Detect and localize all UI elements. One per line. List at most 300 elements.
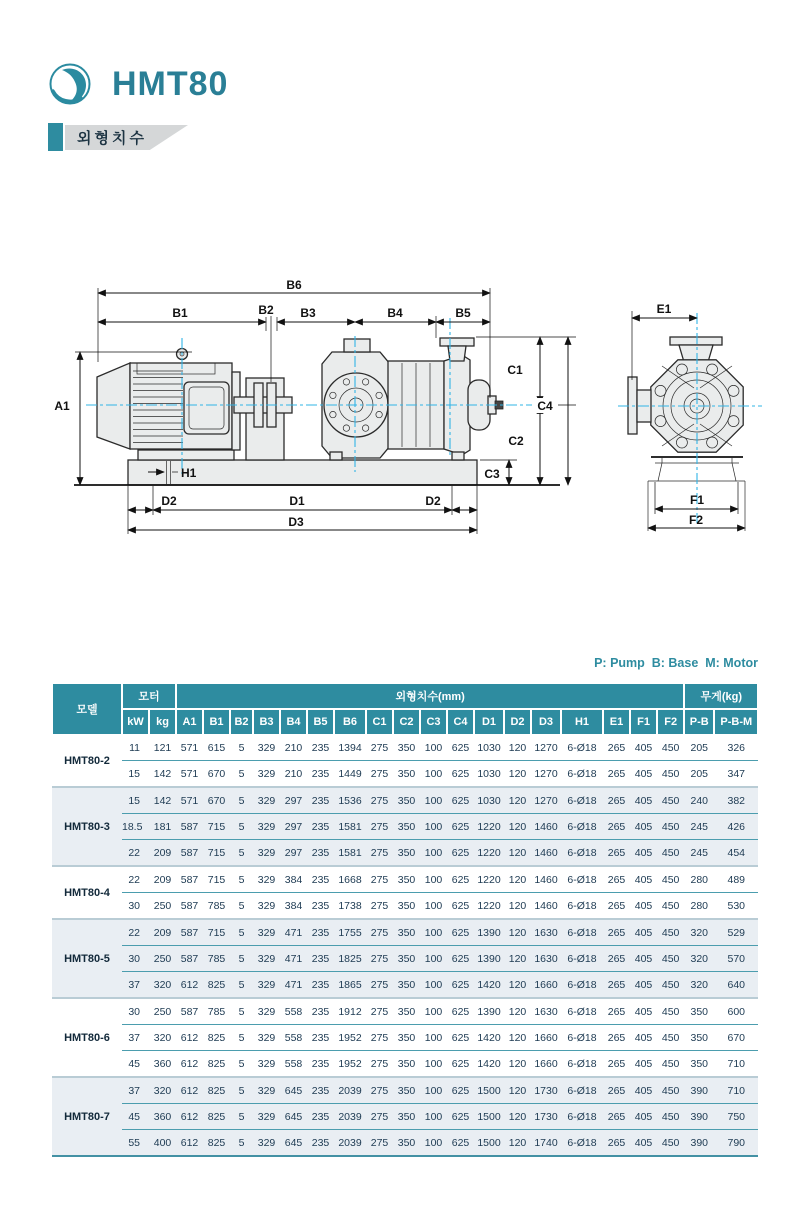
value-cell: 100 — [420, 945, 447, 971]
value-cell: 1449 — [334, 760, 366, 786]
value-cell: 625 — [447, 1076, 474, 1103]
value-cell: 235 — [307, 1129, 334, 1157]
value-cell: 235 — [307, 865, 334, 892]
model-cell: HMT80-6 — [52, 997, 122, 1076]
value-cell: 350 — [684, 1024, 714, 1050]
model-cell: HMT80-4 — [52, 865, 122, 918]
dim-label-b4: B4 — [387, 306, 403, 320]
value-cell: 350 — [393, 786, 420, 813]
value-cell: 235 — [307, 1050, 334, 1076]
value-cell: 142 — [149, 786, 176, 813]
value-cell: 5 — [230, 839, 253, 865]
value-cell: 625 — [447, 839, 474, 865]
value-cell: 710 — [714, 1076, 758, 1103]
value-cell: 645 — [280, 1129, 307, 1157]
value-cell: 320 — [149, 1024, 176, 1050]
value-cell: 1420 — [474, 971, 504, 997]
banner-accent-bar — [48, 123, 63, 151]
value-cell: 670 — [203, 760, 230, 786]
dim-label-d1: D1 — [289, 494, 305, 508]
value-cell: 670 — [203, 786, 230, 813]
value-cell: 22 — [122, 865, 149, 892]
value-cell: 1630 — [531, 918, 561, 945]
value-cell: 1220 — [474, 839, 504, 865]
value-cell: 1220 — [474, 865, 504, 892]
value-cell: 405 — [630, 1103, 657, 1129]
value-cell: 265 — [603, 839, 630, 865]
value-cell: 625 — [447, 1129, 474, 1157]
value-cell: 571 — [176, 760, 203, 786]
value-cell: 640 — [714, 971, 758, 997]
section-banner — [48, 123, 208, 151]
value-cell: 37 — [122, 1076, 149, 1103]
value-cell: 250 — [149, 892, 176, 918]
value-cell: 1536 — [334, 786, 366, 813]
value-cell: 1270 — [531, 760, 561, 786]
value-cell: 471 — [280, 945, 307, 971]
value-cell: 100 — [420, 1076, 447, 1103]
value-cell: 100 — [420, 918, 447, 945]
value-cell: 360 — [149, 1103, 176, 1129]
value-cell: 329 — [253, 813, 280, 839]
value-cell: 1030 — [474, 760, 504, 786]
sub-col-header: B5 — [307, 709, 334, 735]
value-cell: 670 — [714, 1024, 758, 1050]
value-cell: 6-Ø18 — [561, 892, 603, 918]
value-cell: 1270 — [531, 786, 561, 813]
value-cell: 405 — [634, 741, 653, 754]
value-cell: 390 — [684, 1076, 714, 1103]
value-cell: 5 — [230, 945, 253, 971]
value-cell: 405 — [630, 1050, 657, 1076]
value-cell: 645 — [280, 1076, 307, 1103]
sub-col-header: B2 — [230, 709, 253, 735]
value-cell: 15 — [122, 760, 149, 786]
value-cell: 265 — [603, 945, 630, 971]
sub-col-header: D1 — [474, 709, 504, 735]
front-top-flange — [670, 337, 722, 345]
value-cell: 450 — [657, 1103, 684, 1129]
value-cell: 350 — [393, 865, 420, 892]
value-cell: 329 — [253, 839, 280, 865]
value-cell: 235 — [307, 892, 334, 918]
value-cell: 1630 — [531, 945, 561, 971]
value-cell: 120 — [504, 997, 531, 1024]
value-cell: 235 — [307, 839, 334, 865]
value-cell: 5 — [230, 1103, 253, 1129]
sub-col-header: C2 — [393, 709, 420, 735]
value-cell: 265 — [603, 1129, 630, 1157]
value-cell: 1220 — [474, 892, 504, 918]
dim-label-c4: C4 — [537, 399, 553, 413]
value-cell: 1630 — [531, 997, 561, 1024]
value-cell: 405 — [630, 865, 657, 892]
value-cell: 120 — [504, 1050, 531, 1076]
value-cell: 297 — [280, 786, 307, 813]
value-cell: 209 — [149, 918, 176, 945]
legend-note: P: Pump B: Base M: Motor — [594, 656, 758, 670]
value-cell: 5 — [230, 918, 253, 945]
value-cell: 235 — [307, 1076, 334, 1103]
dim-label-c3: C3 — [484, 467, 500, 481]
value-cell: 350 — [397, 741, 416, 754]
value-cell: 1825 — [334, 945, 366, 971]
table-row — [52, 786, 758, 813]
value-cell: 450 — [657, 786, 684, 813]
value-cell: 558 — [280, 1050, 307, 1076]
value-cell: 350 — [684, 1050, 714, 1076]
value-cell: 625 — [447, 1050, 474, 1076]
value-cell: 825 — [203, 1076, 230, 1103]
table-row — [52, 735, 758, 760]
value-cell: 350 — [393, 760, 420, 786]
value-cell: 5 — [230, 997, 253, 1024]
value-cell: 1581 — [334, 839, 366, 865]
value-cell: 612 — [176, 1103, 203, 1129]
value-cell: 350 — [393, 1129, 420, 1157]
value-cell: 275 — [370, 741, 389, 754]
value-cell: 329 — [253, 997, 280, 1024]
value-cell: 329 — [253, 865, 280, 892]
value-cell: 120 — [504, 945, 531, 971]
value-cell: 360 — [149, 1050, 176, 1076]
value-cell: 265 — [603, 918, 630, 945]
value-cell: 350 — [393, 839, 420, 865]
value-cell: 45 — [122, 1103, 149, 1129]
sub-col-header: B1 — [203, 709, 230, 735]
value-cell: 405 — [630, 760, 657, 786]
value-cell: 275 — [366, 997, 393, 1024]
value-cell: 571 — [176, 786, 203, 813]
side-view — [97, 338, 503, 485]
value-cell: 2039 — [334, 1103, 366, 1129]
value-cell: 22 — [122, 918, 149, 945]
value-cell: 405 — [630, 813, 657, 839]
dim-label-a1: A1 — [54, 399, 70, 413]
value-cell: 1220 — [474, 813, 504, 839]
value-cell: 2039 — [334, 1129, 366, 1157]
value-cell: 350 — [393, 1076, 420, 1103]
value-cell: 329 — [253, 1103, 280, 1129]
value-cell: 120 — [504, 839, 531, 865]
value-cell: 120 — [504, 1103, 531, 1129]
value-cell: 275 — [366, 1024, 393, 1050]
value-cell: 1460 — [531, 839, 561, 865]
value-cell: 100 — [420, 997, 447, 1024]
value-cell: 250 — [149, 997, 176, 1024]
col-header-weight: 무게(kg) — [684, 683, 758, 709]
value-cell: 320 — [149, 1076, 176, 1103]
sub-col-header: B3 — [253, 709, 280, 735]
value-cell: 587 — [176, 839, 203, 865]
brand-header — [48, 62, 228, 106]
value-cell: 450 — [657, 760, 684, 786]
value-cell: 265 — [603, 1103, 630, 1129]
value-cell: 6-Ø18 — [561, 1076, 603, 1103]
dim-label-b2: B2 — [258, 303, 274, 317]
value-cell: 384 — [280, 892, 307, 918]
table-row — [52, 1076, 758, 1103]
value-cell: 275 — [366, 1076, 393, 1103]
terminal-box — [184, 382, 229, 434]
value-cell: 6-Ø18 — [561, 945, 603, 971]
value-cell: 100 — [420, 892, 447, 918]
model-cell: HMT80-5 — [52, 918, 122, 997]
value-cell: 329 — [253, 1129, 280, 1157]
value-cell: 235 — [307, 813, 334, 839]
value-cell: 587 — [176, 813, 203, 839]
table-row — [52, 1050, 758, 1076]
value-cell: 625 — [447, 813, 474, 839]
value-cell: 587 — [176, 997, 203, 1024]
model-cell: HMT80-7 — [52, 1076, 122, 1157]
value-cell: 235 — [307, 1024, 334, 1050]
value-cell: 6-Ø18 — [567, 741, 597, 754]
value-cell: 100 — [420, 813, 447, 839]
value-cell: 329 — [253, 1050, 280, 1076]
value-cell: 450 — [657, 1024, 684, 1050]
value-cell: 250 — [149, 945, 176, 971]
value-cell: 245 — [684, 813, 714, 839]
value-cell: 1420 — [474, 1050, 504, 1076]
model-cell: HMT80-3 — [52, 786, 122, 865]
table-row — [52, 1129, 758, 1157]
value-cell: 120 — [504, 971, 531, 997]
value-cell: 1660 — [531, 971, 561, 997]
value-cell: 120 — [504, 892, 531, 918]
value-cell: 235 — [307, 945, 334, 971]
value-cell: 450 — [657, 1050, 684, 1076]
value-cell: 329 — [253, 892, 280, 918]
value-cell: 347 — [714, 760, 758, 786]
sub-col-header: F2 — [657, 709, 684, 735]
table-row — [52, 1024, 758, 1050]
value-cell: 587 — [176, 945, 203, 971]
value-cell: 625 — [447, 1103, 474, 1129]
value-cell: 265 — [607, 741, 626, 754]
value-cell: 405 — [630, 1129, 657, 1157]
value-cell: 625 — [447, 760, 474, 786]
value-cell: 265 — [603, 786, 630, 813]
value-cell: 329 — [253, 760, 280, 786]
sub-col-header: H1 — [561, 709, 603, 735]
value-cell: 1030 — [477, 741, 501, 754]
value-cell: 450 — [657, 892, 684, 918]
value-cell: 320 — [684, 945, 714, 971]
value-cell: 825 — [203, 1103, 230, 1129]
value-cell: 275 — [366, 1129, 393, 1157]
value-cell: 1420 — [474, 1024, 504, 1050]
value-cell: 645 — [280, 1103, 307, 1129]
value-cell: 612 — [176, 1050, 203, 1076]
motor-fan-cover — [97, 363, 130, 449]
value-cell: 5 — [230, 1024, 253, 1050]
value-cell: 120 — [504, 918, 531, 945]
page-title: HMT80 — [112, 65, 229, 103]
value-cell: 1952 — [334, 1024, 366, 1050]
value-cell: 6-Ø18 — [561, 997, 603, 1024]
value-cell: 625 — [447, 971, 474, 997]
table-row — [52, 971, 758, 997]
value-cell: 240 — [684, 786, 714, 813]
value-cell: 6-Ø18 — [561, 865, 603, 892]
value-cell: 326 — [727, 741, 746, 754]
value-cell: 825 — [203, 1129, 230, 1157]
dim-label-e1: E1 — [656, 302, 672, 316]
value-cell: 612 — [176, 1129, 203, 1157]
value-cell: 350 — [393, 971, 420, 997]
value-cell: 265 — [603, 1050, 630, 1076]
value-cell: 235 — [307, 1103, 334, 1129]
value-cell: 454 — [714, 839, 758, 865]
value-cell: 450 — [657, 1076, 684, 1103]
value-cell: 1660 — [531, 1024, 561, 1050]
value-cell: 471 — [280, 918, 307, 945]
value-cell: 6-Ø18 — [561, 1103, 603, 1129]
value-cell: 625 — [447, 945, 474, 971]
value-cell: 6-Ø18 — [561, 918, 603, 945]
value-cell: 120 — [504, 760, 531, 786]
dimension-table-body — [52, 735, 758, 1157]
dim-label-c1: C1 — [507, 363, 523, 377]
value-cell: 329 — [253, 971, 280, 997]
value-cell: 329 — [253, 1024, 280, 1050]
value-cell: 120 — [504, 1076, 531, 1103]
value-cell: 275 — [366, 839, 393, 865]
value-cell: 405 — [630, 945, 657, 971]
sub-col-header: kg — [149, 709, 176, 735]
value-cell: 120 — [504, 865, 531, 892]
value-cell: 1460 — [531, 865, 561, 892]
value-cell: 235 — [307, 786, 334, 813]
value-cell: 529 — [714, 918, 758, 945]
value-cell: 235 — [307, 997, 334, 1024]
value-cell: 625 — [447, 786, 474, 813]
value-cell: 405 — [630, 1076, 657, 1103]
value-cell: 1730 — [531, 1076, 561, 1103]
value-cell: 329 — [253, 918, 280, 945]
value-cell: 265 — [603, 971, 630, 997]
value-cell: 1394 — [338, 741, 362, 754]
value-cell: 210 — [280, 760, 307, 786]
value-cell: 30 — [122, 997, 149, 1024]
value-cell: 625 — [451, 741, 470, 754]
value-cell: 450 — [657, 813, 684, 839]
value-cell: 235 — [307, 918, 334, 945]
value-cell: 471 — [280, 971, 307, 997]
value-cell: 5 — [230, 1076, 253, 1103]
dim-label-h1: H1 — [181, 466, 197, 480]
value-cell: 205 — [684, 760, 714, 786]
value-cell: 785 — [203, 892, 230, 918]
value-cell: 489 — [714, 865, 758, 892]
value-cell: 390 — [684, 1103, 714, 1129]
value-cell: 625 — [447, 1024, 474, 1050]
value-cell: 825 — [203, 1050, 230, 1076]
value-cell: 329 — [253, 1076, 280, 1103]
value-cell: 625 — [447, 865, 474, 892]
value-cell: 2039 — [334, 1076, 366, 1103]
value-cell: 382 — [714, 786, 758, 813]
value-cell: 625 — [447, 997, 474, 1024]
value-cell: 6-Ø18 — [561, 971, 603, 997]
value-cell: 275 — [366, 1050, 393, 1076]
value-cell: 587 — [176, 918, 203, 945]
value-cell: 205 — [690, 741, 709, 754]
section-title: 외형치수 — [77, 130, 147, 147]
value-cell: 6-Ø18 — [561, 1050, 603, 1076]
value-cell: 275 — [366, 892, 393, 918]
value-cell: 120 — [504, 1129, 531, 1157]
value-cell: 329 — [253, 945, 280, 971]
value-cell: 6-Ø18 — [561, 839, 603, 865]
sub-col-header: B4 — [280, 709, 307, 735]
value-cell: 297 — [280, 813, 307, 839]
dim-label-d3: D3 — [288, 515, 304, 529]
value-cell: 209 — [149, 839, 176, 865]
value-cell: 120 — [504, 813, 531, 839]
value-cell: 329 — [257, 741, 276, 754]
value-cell: 625 — [447, 918, 474, 945]
swirl-logo-icon — [48, 62, 92, 106]
value-cell: 100 — [420, 1024, 447, 1050]
value-cell: 100 — [420, 865, 447, 892]
value-cell: 100 — [424, 741, 443, 754]
value-cell: 245 — [684, 839, 714, 865]
value-cell: 785 — [203, 997, 230, 1024]
value-cell: 450 — [657, 971, 684, 997]
value-cell: 450 — [657, 918, 684, 945]
value-cell: 612 — [176, 971, 203, 997]
dim-label-b3: B3 — [300, 306, 316, 320]
sub-col-header: C3 — [420, 709, 447, 735]
value-cell: 790 — [714, 1129, 758, 1157]
value-cell: 587 — [176, 892, 203, 918]
table-row — [52, 865, 758, 892]
value-cell: 265 — [603, 813, 630, 839]
value-cell: 405 — [630, 1024, 657, 1050]
value-cell: 612 — [176, 1076, 203, 1103]
sub-col-header: P-B-M — [714, 709, 758, 735]
value-cell: 275 — [366, 1103, 393, 1129]
value-cell: 405 — [630, 997, 657, 1024]
value-cell: 350 — [393, 918, 420, 945]
value-cell: 181 — [149, 813, 176, 839]
value-cell: 45 — [122, 1050, 149, 1076]
value-cell: 209 — [149, 865, 176, 892]
value-cell: 15 — [122, 786, 149, 813]
value-cell: 1581 — [334, 813, 366, 839]
value-cell: 600 — [714, 997, 758, 1024]
value-cell: 715 — [203, 865, 230, 892]
dim-label-d2-left: D2 — [161, 494, 177, 508]
value-cell: 55 — [122, 1129, 149, 1157]
value-cell: 1390 — [474, 945, 504, 971]
dimension-table — [52, 683, 758, 1157]
value-cell: 100 — [420, 760, 447, 786]
value-cell: 265 — [603, 1076, 630, 1103]
header-row-1 — [52, 683, 758, 709]
value-cell: 1668 — [334, 865, 366, 892]
value-cell: 405 — [630, 839, 657, 865]
value-cell: 30 — [122, 892, 149, 918]
sub-col-header: P-B — [684, 709, 714, 735]
model-cell: HMT80-2 — [64, 754, 110, 767]
value-cell: 6-Ø18 — [561, 760, 603, 786]
value-cell: 405 — [630, 892, 657, 918]
dim-label-b5: B5 — [455, 306, 471, 320]
value-cell: 350 — [393, 945, 420, 971]
